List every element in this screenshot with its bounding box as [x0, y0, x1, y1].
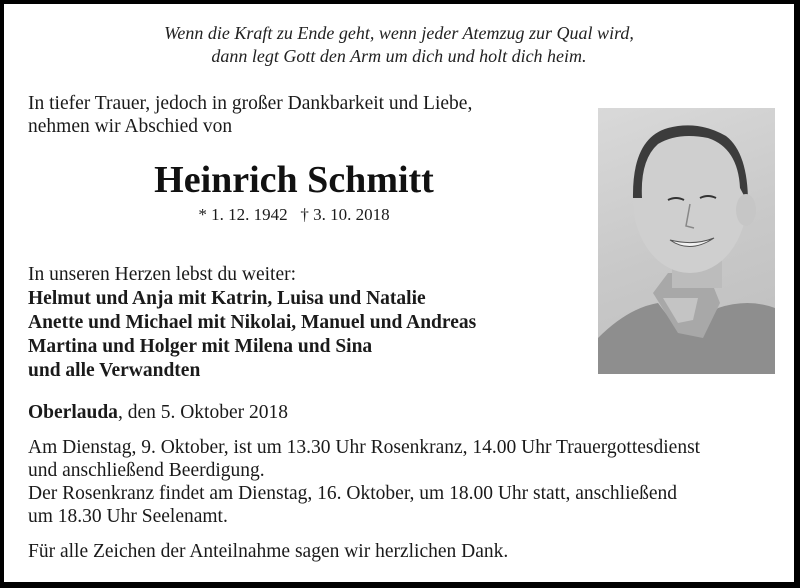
mourner-line: und alle Verwandten	[28, 360, 201, 381]
obituary-notice	[4, 4, 794, 582]
birth-date: * 1. 12. 1942	[198, 205, 288, 224]
motto-line-1: Wenn die Kraft zu Ende geht, wenn jeder Atemzug zur Qual wird,	[164, 23, 634, 43]
service-line-3: Der Rosenkranz findet am Dienstag, 16. Oktober, um 18.00 Uhr statt, anschließend	[28, 483, 678, 504]
place-and-date	[28, 401, 288, 424]
portrait-image	[598, 108, 775, 374]
death-date: † 3. 10. 2018	[300, 205, 390, 224]
service-line-1: Am Dienstag, 9. Oktober, ist um 13.30 Uhr Rosenkranz, 14.00 Uhr Trauergottesdienst	[28, 437, 701, 458]
portrait-photo	[598, 108, 775, 374]
thanks-line: Für alle Zeichen der Anteilnahme sagen wir herzlichen Dank.	[28, 541, 509, 562]
life-dates	[4, 205, 584, 225]
date: , den 5. Oktober 2018	[117, 402, 288, 423]
mourner-line: Anette und Michael mit Nikolai, Manuel und Andreas	[28, 312, 477, 333]
mourners-heading: In unseren Herzen lebst du weiter:	[28, 264, 297, 285]
deceased-name: Heinrich Schmitt	[154, 159, 434, 201]
mourner-line: Martina und Holger mit Milena und Sina	[28, 336, 373, 357]
mourner-line: Helmut und Anja mit Katrin, Luisa und Natalie	[28, 288, 426, 309]
intro-line-1: In tiefer Trauer, jedoch in großer Dankbarkeit und Liebe,	[28, 93, 473, 114]
motto-line-2: dann legt Gott den Arm um dich und holt dich heim.	[211, 46, 587, 66]
place: Oberlauda	[28, 402, 118, 423]
service-line-4: um 18.30 Uhr Seelenamt.	[28, 506, 228, 527]
intro-line-2: nehmen wir Abschied von	[28, 116, 233, 137]
service-line-2: und anschließend Beerdigung.	[28, 460, 265, 481]
